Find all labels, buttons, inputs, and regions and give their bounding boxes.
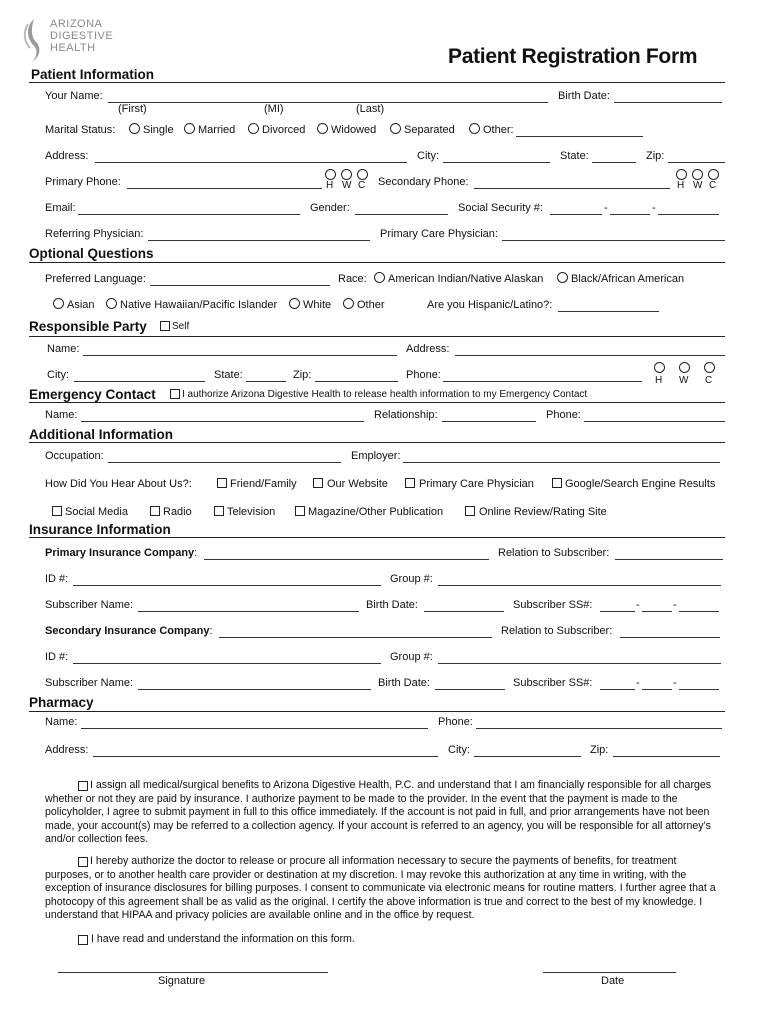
responsible-city-label: City:	[47, 369, 69, 381]
secondary-insurance-label	[45, 625, 213, 637]
occupation-field[interactable]	[108, 462, 341, 463]
pharmacy-phone-label: Phone:	[438, 716, 473, 728]
marital-widowed-label: Widowed	[331, 124, 377, 136]
secondary-phone-h: H	[677, 180, 685, 191]
race-other-radio[interactable]	[343, 298, 354, 309]
address-field[interactable]	[95, 162, 407, 163]
responsible-phone-c: C	[705, 375, 713, 386]
primary-phone-c: C	[358, 180, 366, 191]
section-rule	[29, 82, 725, 83]
language-label: Preferred Language:	[45, 273, 146, 285]
primary-insurance-label-text: Primary Insurance Company	[45, 547, 195, 559]
date-caption: Date	[601, 975, 625, 987]
primary-phone-w: W	[342, 180, 352, 191]
hear-google-label: Google/Search Engine Results	[565, 478, 716, 490]
secondary-subscriber-ss-label: Subscriber SS#:	[513, 677, 593, 689]
hear-friend-label: Friend/Family	[230, 478, 297, 490]
hear-review-checkbox[interactable]	[465, 506, 475, 516]
logo-mark-icon	[22, 18, 44, 64]
marital-other-field[interactable]	[516, 136, 643, 137]
race-pacific-radio[interactable]	[106, 298, 117, 309]
signature-date-field[interactable]	[543, 972, 676, 973]
signature-caption: Signature	[158, 975, 206, 987]
hear-magazine-label: Magazine/Other Publication	[308, 506, 444, 518]
hispanic-field[interactable]	[558, 311, 659, 312]
hear-social-checkbox[interactable]	[52, 506, 62, 516]
hear-review-label: Online Review/Rating Site	[479, 506, 607, 518]
secondary-ss-part2-field[interactable]	[642, 689, 672, 690]
primary-group-field[interactable]	[438, 585, 721, 586]
section-rule	[29, 402, 725, 403]
occupation-label: Occupation:	[45, 450, 104, 462]
city-label: City:	[417, 150, 439, 162]
race-white-label: White	[303, 299, 332, 311]
employer-label: Employer:	[351, 450, 401, 462]
ssn-sep2: -	[652, 202, 656, 214]
secondary-id-field[interactable]	[73, 663, 381, 664]
hear-about-label: How Did You Hear About Us?:	[45, 478, 192, 490]
primary-relation-field[interactable]	[615, 559, 723, 560]
secondary-phone-field[interactable]	[474, 188, 670, 189]
secondary-insurance-colon: :	[209, 625, 213, 637]
primary-phone-label: Primary Phone:	[45, 176, 121, 188]
secondary-birth-date-label: Birth Date:	[378, 677, 430, 689]
primary-group-label: Group #:	[390, 573, 433, 585]
primary-insurance-label	[45, 547, 197, 559]
primary-phone-home-radio[interactable]	[325, 169, 336, 180]
last-name-caption: (Last)	[356, 103, 385, 115]
first-name-caption: (First)	[118, 103, 147, 115]
gender-field[interactable]	[355, 214, 448, 215]
pcp-label: Primary Care Physician:	[380, 228, 498, 240]
responsible-name-field[interactable]	[83, 355, 397, 356]
responsible-zip-label: Zip:	[293, 369, 312, 381]
section-rule	[29, 336, 725, 337]
responsible-self-checkbox[interactable]	[160, 321, 170, 331]
marital-other-label: Other:	[483, 124, 514, 136]
marital-status-label: Marital Status:	[45, 124, 116, 136]
pharmacy-address-field[interactable]	[93, 756, 438, 757]
primary-ss-part3-field[interactable]	[679, 611, 719, 612]
mi-caption: (MI)	[264, 103, 284, 115]
consent-authorize-text: I hereby authorize the doctor to release or procure all information necessary to secure the payments of benefits, for treatment purposes, or to another health care provider or destination at my discretion. I may revoke this authorization at any time in writing, with the exception of insurance disclosures for billing purposes. I consent to communicate via electronic means for routine matters. I further agree that a photocopy of this agreement shall be as valid as the original. I certify the above information is true and correct to the best of my knowledge. I understand that HIPAA and privacy policies are available online and in the office by request.	[45, 855, 716, 921]
secondary-phone-label: Secondary Phone:	[378, 176, 469, 188]
secondary-birth-date-field[interactable]	[435, 689, 505, 690]
ssn-part1-field[interactable]	[550, 214, 602, 215]
primary-id-label: ID #:	[45, 573, 69, 585]
pcp-field[interactable]	[502, 240, 725, 241]
race-pacific-label: Native Hawaiian/Pacific Islander	[120, 299, 278, 311]
ssn-label: Social Security #:	[458, 202, 543, 214]
pharmacy-city-label: City:	[448, 744, 470, 756]
pharmacy-zip-field[interactable]	[613, 756, 720, 757]
primary-ss-sep2: -	[673, 599, 677, 611]
signature-field[interactable]	[58, 972, 328, 973]
consent-read-text: I have read and understand the information on this form.	[91, 933, 355, 945]
pharmacy-name-label: Name:	[45, 716, 78, 728]
secondary-phone-home-radio[interactable]	[676, 169, 687, 180]
your-name-field[interactable]	[108, 102, 548, 103]
responsible-phone-home-radio[interactable]	[654, 362, 665, 373]
zip-label: Zip:	[646, 150, 665, 162]
secondary-insurance-field[interactable]	[219, 637, 492, 638]
responsible-phone-label: Phone:	[406, 369, 441, 381]
emergency-name-label: Name:	[45, 409, 78, 421]
secondary-relation-label: Relation to Subscriber:	[501, 625, 613, 637]
marital-widowed-radio[interactable]	[317, 123, 328, 134]
emergency-relationship-label: Relationship:	[374, 409, 438, 421]
primary-id-field[interactable]	[73, 585, 381, 586]
zip-field[interactable]	[668, 162, 725, 163]
ssn-sep1: -	[604, 202, 608, 214]
primary-ss-part1-field[interactable]	[600, 611, 635, 612]
primary-birth-date-field[interactable]	[424, 611, 504, 612]
section-title-insurance: Insurance Information	[29, 522, 171, 537]
emergency-phone-label: Phone:	[546, 409, 581, 421]
your-name-label: Your Name:	[45, 90, 103, 102]
primary-relation-label: Relation to Subscriber:	[498, 547, 610, 559]
form-title: Patient Registration Form	[448, 45, 698, 68]
consent-read-checkbox[interactable]	[78, 935, 88, 945]
primary-phone-cell-radio[interactable]	[357, 169, 368, 180]
referring-physician-field[interactable]	[148, 240, 370, 241]
hear-radio-checkbox[interactable]	[150, 506, 160, 516]
primary-ss-sep1: -	[636, 599, 640, 611]
secondary-phone-cell-radio[interactable]	[708, 169, 719, 180]
pharmacy-address-label: Address:	[45, 744, 89, 756]
section-rule	[29, 711, 725, 712]
pharmacy-phone-field[interactable]	[476, 728, 722, 729]
secondary-ss-sep1: -	[636, 677, 640, 689]
emergency-relationship-field[interactable]	[442, 421, 536, 422]
email-field[interactable]	[78, 214, 300, 215]
secondary-insurance-label-text: Secondary Insurance Company	[45, 625, 210, 637]
secondary-subscriber-name-field[interactable]	[138, 689, 371, 690]
emergency-phone-field[interactable]	[584, 421, 725, 422]
race-native-radio[interactable]	[374, 272, 385, 283]
marital-divorced-label: Divorced	[262, 124, 306, 136]
primary-insurance-colon: :	[194, 547, 198, 559]
section-title-emergency: Emergency Contact	[29, 387, 156, 402]
secondary-phone-w: W	[693, 180, 703, 191]
section-title-patient: Patient Information	[31, 67, 155, 82]
emergency-authorize-checkbox[interactable]	[170, 389, 180, 399]
hispanic-label: Are you Hispanic/Latino?:	[427, 299, 553, 311]
marital-separated-radio[interactable]	[390, 123, 401, 134]
primary-subscriber-ss-label: Subscriber SS#:	[513, 599, 593, 611]
responsible-state-field[interactable]	[246, 381, 286, 382]
hear-pcp-checkbox[interactable]	[405, 478, 415, 488]
logo-text-arizona: ARIZONA	[50, 18, 103, 30]
race-asian-radio[interactable]	[53, 298, 64, 309]
marital-other-radio[interactable]	[469, 123, 480, 134]
responsible-state-label: State:	[214, 369, 243, 381]
hear-tv-checkbox[interactable]	[214, 506, 224, 516]
marital-single-radio[interactable]	[129, 123, 140, 134]
race-asian-label: Asian	[67, 299, 95, 311]
section-rule	[29, 537, 725, 538]
marital-married-radio[interactable]	[184, 123, 195, 134]
email-label: Email:	[45, 202, 76, 214]
primary-subscriber-name-label: Subscriber Name:	[45, 599, 134, 611]
pharmacy-name-field[interactable]	[81, 728, 428, 729]
birth-date-field[interactable]	[614, 102, 722, 103]
primary-ss-part2-field[interactable]	[642, 611, 672, 612]
city-field[interactable]	[443, 162, 550, 163]
marital-divorced-radio[interactable]	[248, 123, 259, 134]
primary-phone-h: H	[326, 180, 334, 191]
marital-separated-label: Separated	[404, 124, 455, 136]
secondary-id-label: ID #:	[45, 651, 69, 663]
employer-field[interactable]	[403, 462, 720, 463]
emergency-authorize-label: I authorize Arizona Digestive Health to release health information to my Emergency Contact	[182, 389, 588, 400]
hear-website-checkbox[interactable]	[313, 478, 323, 488]
section-rule	[29, 442, 725, 443]
hear-tv-label: Television	[227, 506, 276, 518]
gender-label: Gender:	[310, 202, 350, 214]
secondary-phone-c: C	[709, 180, 717, 191]
secondary-subscriber-name-label: Subscriber Name:	[45, 677, 134, 689]
responsible-phone-h: H	[655, 375, 663, 386]
responsible-address-field[interactable]	[455, 355, 725, 356]
birth-date-label: Birth Date:	[558, 90, 610, 102]
primary-phone-work-radio[interactable]	[341, 169, 352, 180]
race-label: Race:	[338, 273, 367, 285]
hear-google-checkbox[interactable]	[552, 478, 562, 488]
address-label: Address:	[45, 150, 89, 162]
consent-assign-text: I assign all medical/surgical benefits to Arizona Digestive Health, P.C. and understand that I am financially responsible for all charges whether or not they are paid by insurance. I authorize payment to be made to the provider. In the event that the payment is made to the policyholder, I agree to submit payment in full to this office immediately. If the account is not paid in full, and prior arrangements have not been made, your account(s) may be referred to a collection agency. If your account is referred to an agency, you will be responsible for all attorney’s and/or collection fees.	[45, 779, 712, 845]
race-white-radio[interactable]	[289, 298, 300, 309]
pharmacy-city-field[interactable]	[474, 756, 581, 757]
secondary-relation-field[interactable]	[620, 637, 720, 638]
primary-phone-field[interactable]	[127, 188, 322, 189]
responsible-city-field[interactable]	[74, 381, 205, 382]
responsible-self-label: Self	[172, 321, 190, 332]
responsible-phone-cell-radio[interactable]	[704, 362, 715, 373]
hear-friend-checkbox[interactable]	[217, 478, 227, 488]
ssn-part3-field[interactable]	[658, 214, 719, 215]
race-native-label: American Indian/Native Alaskan	[388, 273, 544, 285]
primary-subscriber-name-field[interactable]	[138, 611, 359, 612]
marital-married-label: Married	[198, 124, 236, 136]
responsible-name-label: Name:	[47, 343, 80, 355]
race-other-label: Other	[357, 299, 385, 311]
section-title-additional: Additional Information	[29, 427, 173, 442]
hear-radio-label: Radio	[163, 506, 192, 518]
section-rule	[29, 262, 725, 263]
secondary-phone-work-radio[interactable]	[692, 169, 703, 180]
primary-insurance-field[interactable]	[204, 559, 489, 560]
logo-text-digestive: DIGESTIVE	[50, 30, 114, 42]
section-title-optional: Optional Questions	[29, 246, 154, 261]
responsible-phone-work-radio[interactable]	[679, 362, 690, 373]
responsible-address-label: Address:	[406, 343, 450, 355]
responsible-phone-w: W	[679, 375, 689, 386]
secondary-group-label: Group #:	[390, 651, 433, 663]
pharmacy-zip-label: Zip:	[590, 744, 609, 756]
hear-social-label: Social Media	[65, 506, 128, 518]
secondary-ss-part1-field[interactable]	[600, 689, 635, 690]
state-field[interactable]	[592, 162, 636, 163]
responsible-zip-field[interactable]	[315, 381, 398, 382]
race-black-label: Black/African American	[571, 273, 685, 285]
race-black-radio[interactable]	[557, 272, 568, 283]
secondary-group-field[interactable]	[438, 663, 721, 664]
primary-birth-date-label: Birth Date:	[366, 599, 418, 611]
ssn-part2-field[interactable]	[610, 214, 650, 215]
emergency-name-field[interactable]	[81, 421, 364, 422]
marital-single-label: Single	[143, 124, 174, 136]
logo-text-health: HEALTH	[50, 42, 96, 54]
language-field[interactable]	[150, 285, 330, 286]
responsible-phone-field[interactable]	[443, 381, 642, 382]
secondary-ss-part3-field[interactable]	[679, 689, 719, 690]
referring-physician-label: Referring Physician:	[45, 228, 144, 240]
hear-magazine-checkbox[interactable]	[295, 506, 305, 516]
hear-pcp-label: Primary Care Physician	[419, 478, 534, 490]
state-label: State:	[560, 150, 589, 162]
secondary-ss-sep2: -	[673, 677, 677, 689]
section-title-responsible: Responsible Party	[29, 319, 147, 334]
section-title-pharmacy: Pharmacy	[29, 695, 94, 710]
hear-website-label: Our Website	[327, 478, 388, 490]
